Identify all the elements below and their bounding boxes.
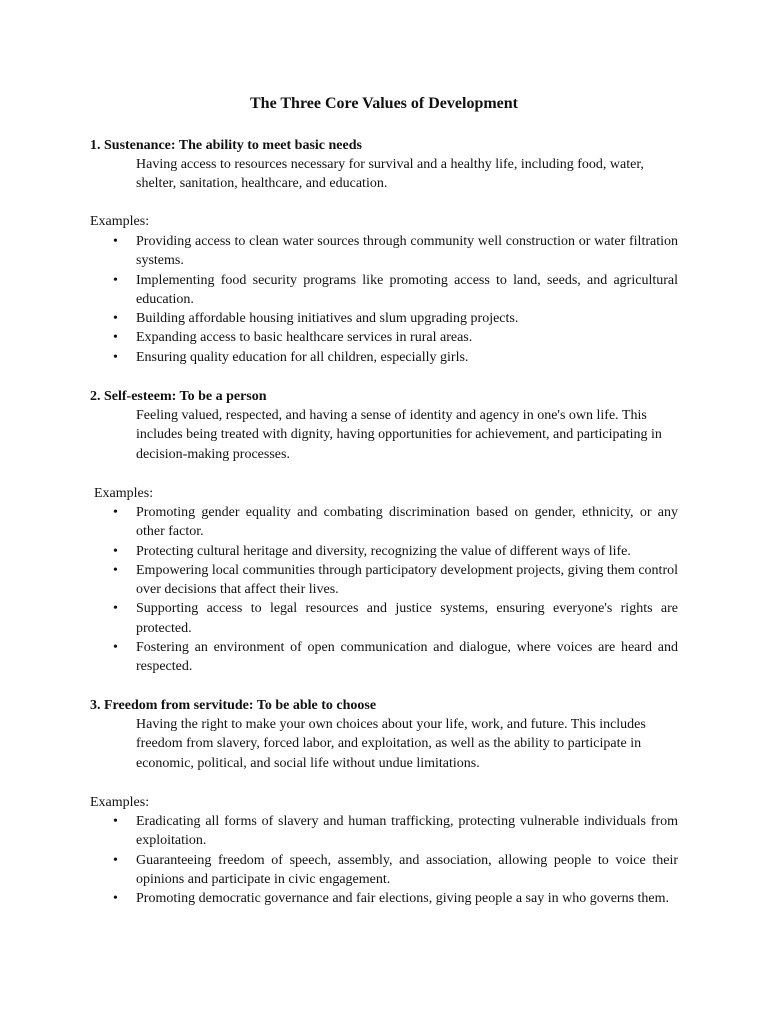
bullet-icon: • [113,640,118,656]
list-item: • Promoting gender equality and combating discrimination based on gender, ethnicity, or any other factor. [113,505,678,540]
section-3-examples-list [0,812,768,908]
list-item: • Supporting access to legal resources and justice systems, ensuring everyone's rights are protected. [113,601,678,636]
section-2-examples-label: Examples: [94,486,154,501]
section-1-examples-list [0,232,768,367]
bullet-icon: • [113,311,118,327]
bullet-icon: • [113,852,118,868]
bullet-icon: • [113,330,118,346]
list-item: • Eradicating all forms of slavery and human trafficking, protecting vulnerable individuals from exploitation. [113,814,678,849]
list-item: • Fostering an environment of open communication and dialogue, where voices are heard and respected. [113,640,678,675]
list-item: • Guaranteeing freedom of speech, assembly, and association, allowing people to voice their opinions and participate in civic engagement. [113,852,678,887]
bullet-icon: • [113,505,118,520]
list-item: • Empowering local communities through participatory development projects, giving them control over decisions that affect their lives. [113,562,678,598]
bullet-icon: • [113,562,118,578]
section-1-description: Having access to resources necessary for survival and a healthy life, including food, water, shelter, sanitation, healthcare, and education. [136,157,644,192]
section-1-heading: 1. Sustenance: The ability to meet basic needs [90,138,362,153]
list-item: • Providing access to clean water sources through community well construction or water filtration systems. [113,234,678,269]
section-2-examples-list [0,503,768,677]
bullet-icon: • [113,272,118,288]
bullet-icon: • [113,543,118,559]
bullet-icon: • [113,601,118,617]
list-item: • Protecting cultural heritage and diversity, recognizing the value of different ways of life. [0,542,678,561]
document-title: The Three Core Values of Development [250,95,518,112]
list-item: • Building affordable housing initiatives and slum upgrading projects. [0,309,678,328]
bullet-icon: • [113,891,118,907]
bullet-icon: • [113,349,118,365]
list-item: • Implementing food security programs like promoting access to land, seeds, and agricultural education. [113,272,678,307]
list-item: • Promoting democratic governance and fair elections, giving people a say in who governs them. [0,889,678,908]
section-2-heading: 2. Self-esteem: To be a person [90,389,267,404]
list-item: • Ensuring quality education for all children, especially girls. [0,348,678,367]
bullet-icon: • [113,814,118,829]
section-1-examples-label: Examples: [90,214,150,229]
bullet-icon: • [113,234,118,249]
section-2-description: Feeling valued, respected, and having a sense of identity and agency in one's own life. This includes being treated with dignity, having opportunities for achievement, and participating in decision-making processes. [136,408,662,462]
section-3-heading: 3. Freedom from servitude: To be able to choose [90,698,377,713]
list-item: • Expanding access to basic healthcare services in rural areas. [0,328,678,347]
section-3-description: Having the right to make your own choices about your life, work, and future. This includes freedom from slavery, forced labor, and exploitation, as well as the ability to participate in economic, political, and social life without undue limitations. [136,717,646,771]
section-3-examples-label: Examples: [90,795,150,810]
